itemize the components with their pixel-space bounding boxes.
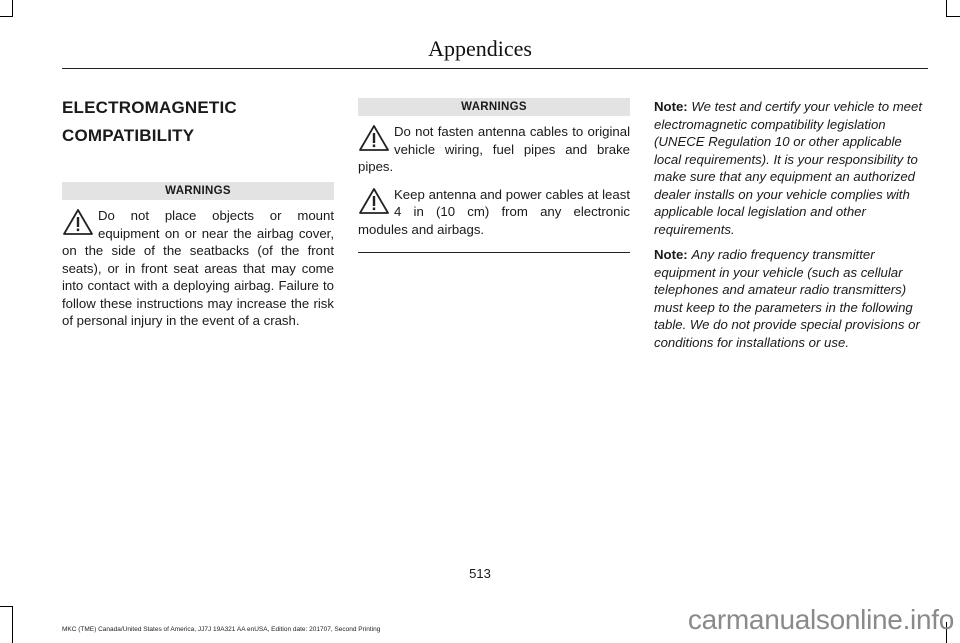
warning-text: Do not place objects or mount equipment on or near the airbag cover, on the side of the seatbacks (of the front seats), or in front seat areas that may come into contact with a deploying airbag. Failure to follow these instructions may increase the risk of personal injury in the event of a crash.	[62, 208, 334, 328]
column-left	[62, 96, 334, 330]
page-header-title: Appendices	[428, 36, 532, 61]
warning-text: Do not fasten antenna cables to original vehicle wiring, fuel pipes and brake pipes.	[358, 124, 630, 174]
warnings-bottom-rule	[358, 252, 630, 253]
note-text: We test and certify your vehicle to meet electromagnetic compatibility legislation (UNECE Regulation 10 or other applicable local requirements). It is your responsibility to make sure that any equipment an authorized dealer installs on your vehicle complies with applicable local legislation and other requirements.	[654, 99, 923, 237]
note-paragraph	[654, 98, 926, 238]
warnings-box	[62, 182, 334, 330]
crop-mark	[946, 0, 947, 16]
warning-triangle-icon	[358, 124, 390, 152]
column-middle	[358, 98, 630, 253]
warnings-header: WARNINGS	[62, 182, 334, 200]
edition-footer: MKC (TME) Canada/United States of America, JJ7J 19A321 AA enUSA, Edition date: 201707, Second Printing	[62, 626, 381, 633]
section-heading-line: COMPATIBILITY	[62, 126, 195, 145]
warning-item	[358, 186, 630, 239]
note-text: Any radio frequency transmitter equipment in your vehicle (such as cellular telephones and amateur radio transmitters) must keep to the parameters in the following table. We do not provide special provisions or conditions for installations or use.	[654, 247, 920, 350]
crop-mark	[0, 606, 13, 607]
warnings-box	[358, 98, 630, 253]
crop-mark	[0, 16, 13, 17]
note-label: Note:	[654, 99, 688, 114]
warning-text: Keep antenna and power cables at least 4 in (10 cm) from any electronic modules and airbags.	[358, 186, 630, 237]
warnings-header: WARNINGS	[358, 98, 630, 116]
warning-item	[358, 123, 630, 176]
header-divider	[62, 68, 928, 69]
note-paragraph	[654, 246, 926, 351]
warning-triangle-icon	[62, 208, 94, 236]
warning-item	[62, 207, 334, 330]
section-heading-line: ELECTROMAGNETIC	[62, 98, 237, 117]
note-label: Note:	[654, 247, 688, 262]
page-number: 513	[469, 566, 491, 581]
watermark: carmanualsonline.info	[687, 604, 954, 635]
column-right	[654, 98, 926, 359]
crop-mark	[12, 606, 13, 643]
crop-mark	[946, 16, 960, 17]
section-heading	[62, 96, 334, 148]
warning-triangle-icon	[358, 187, 390, 215]
crop-mark	[12, 0, 13, 16]
